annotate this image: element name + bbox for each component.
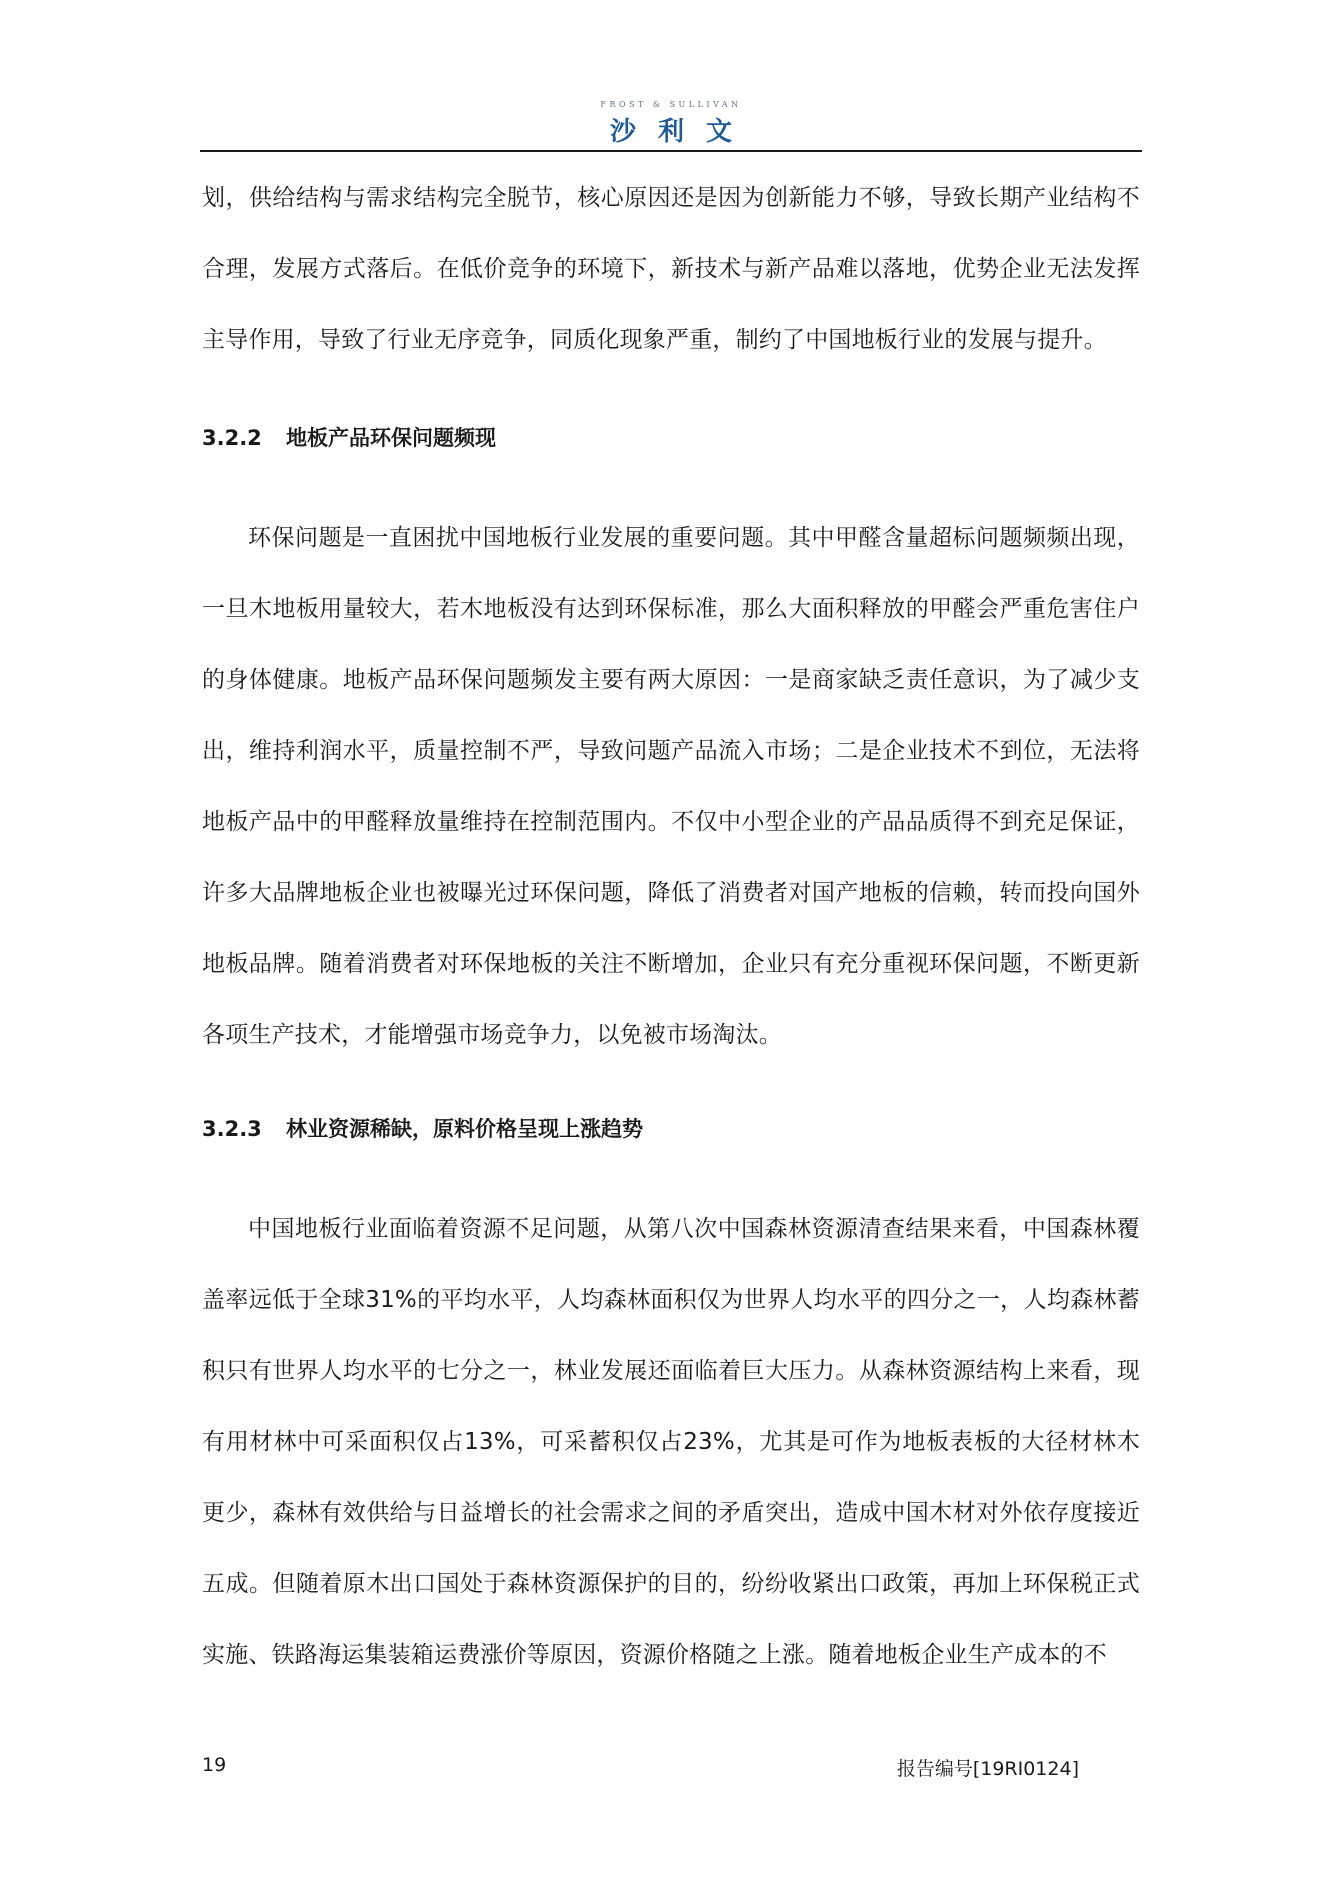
page-header xyxy=(200,96,1142,154)
paragraph-environmental-issues: 环保问题是一直困扰中国地板行业发展的重要问题。其中甲醛含量超标问题频频出现，一旦木地板用量较大，若木地板没有达到环保标准，那么大面积释放的甲醛会严重危害住户的身体健康。地板产品环保问题频发主要有两大原因：一是商家缺乏责任意识，为了减少支出，维持利润水平，质量控制不严，导致问题产品流入市场；二是企业技术不到位，无法将地板产品中的甲醛释放量维持在控制范围内。不仅中小型企业的产品品质得不到充足保证，许多大品牌地板企业也被曝光过环保问题，降低了消费者对国产地板的信赖，转而投向国外地板品牌。随着消费者对环保地板的关注不断增加，企业只有充分重视环保问题，不断更新各项生产技术，才能增强市场竞争力，以免被市场淘汰。 xyxy=(202,525,1140,1048)
section-heading-3-2-2 xyxy=(202,423,496,453)
header-divider xyxy=(200,150,1142,152)
brand-logo-english: FROST & SULLIVAN xyxy=(600,100,742,109)
page-number: 19 xyxy=(202,1754,227,1776)
section-title: 地板产品环保问题频现 xyxy=(286,426,496,450)
report-number: 报告编号[19RI0124] xyxy=(896,1758,1079,1780)
section-title: 林业资源稀缺，原料价格呈现上涨趋势 xyxy=(286,1117,643,1141)
paragraph-continuation: 划，供给结构与需求结构完全脱节，核心原因还是因为创新能力不够，导致长期产业结构不合理，发展方式落后。在低价竞争的环境下，新技术与新产品难以落地，优势企业无法发挥主导作用，导致了行业无序竞争，同质化现象严重，制约了中国地板行业的发展与提升。 xyxy=(202,185,1140,353)
section-heading-3-2-3 xyxy=(202,1114,643,1144)
brand-logo-chinese: 沙利文 xyxy=(609,117,754,147)
section-number: 3.2.2 xyxy=(202,426,262,450)
section-number: 3.2.3 xyxy=(202,1117,262,1141)
paragraph-forest-resources: 中国地板行业面临着资源不足问题，从第八次中国森林资源清查结果来看，中国森林覆盖率远低于全球31%的平均水平，人均森林面积仅为世界人均水平的四分之一，人均森林蓄积只有世界人均水平的七分之一，林业发展还面临着巨大压力。从森林资源结构上来看，现有用材林中可采面积仅占13%，可采蓄积仅占23%，尤其是可作为地板表板的大径材林木更少，森林有效供给与日益增长的社会需求之间的矛盾突出，造成中国木材对外依存度接近五成。但随着原木出口国处于森林资源保护的目的，纷纷收紧出口政策，再加上环保税正式实施、铁路海运集装箱运费涨价等原因，资源价格随之上涨。随着地板企业生产成本的不 xyxy=(202,1216,1140,1668)
